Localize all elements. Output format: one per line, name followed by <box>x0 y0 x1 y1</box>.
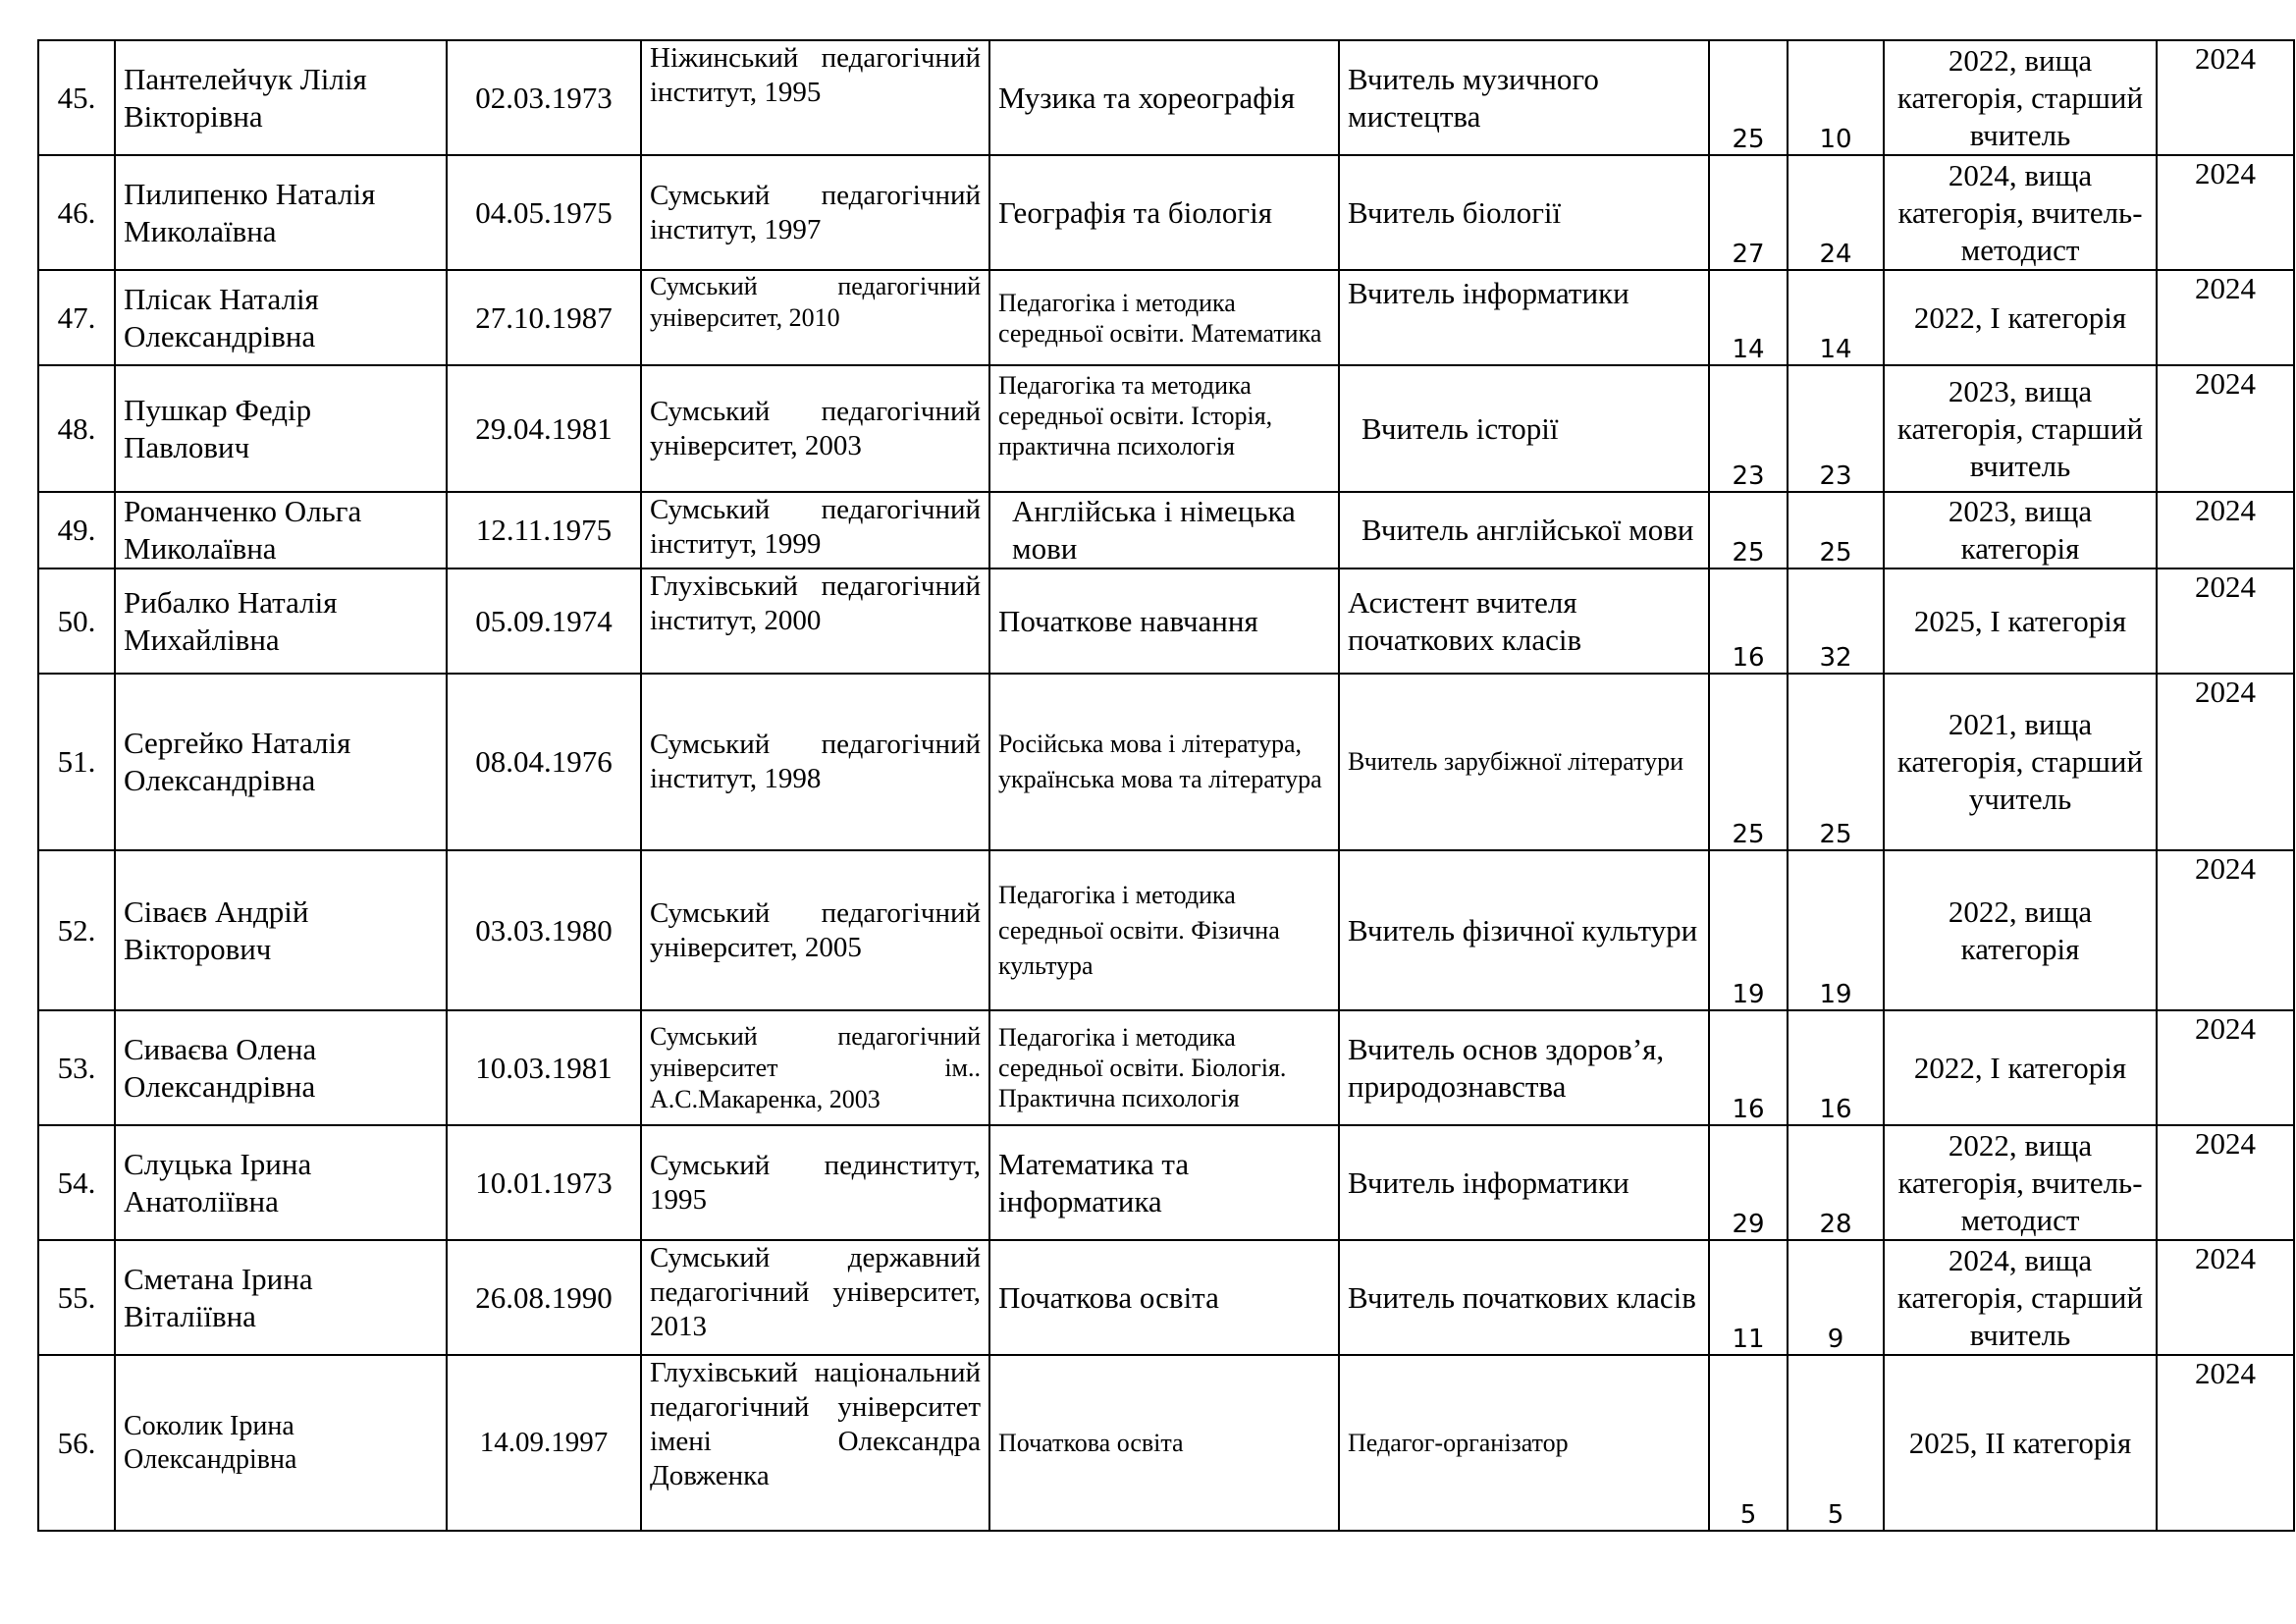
table-row <box>38 850 2294 1010</box>
total-experience: 25 <box>1709 674 1788 850</box>
specialty-cell: Педагогіка і методика середньої освіти. Математика <box>989 270 1339 365</box>
teacher-name: Сметана Ірина Віталіївна <box>115 1240 447 1355</box>
birth-date: 05.09.1974 <box>447 568 641 674</box>
pedagogical-experience: 25 <box>1788 492 1884 568</box>
attestation-cell: 2024, вища категорія, старший вчитель <box>1884 1240 2157 1355</box>
education-cell: Сумський педагогічний університет, 2005 <box>641 850 989 1010</box>
position-cell: Вчитель музичного мистецтва <box>1339 40 1709 155</box>
birth-date: 27.10.1987 <box>447 270 641 365</box>
position-cell: Вчитель біології <box>1339 155 1709 270</box>
course-year: 2024 <box>2157 850 2294 1010</box>
course-year: 2024 <box>2157 155 2294 270</box>
attestation-cell: 2022, вища категорія, вчитель-методист <box>1884 1125 2157 1240</box>
education-cell: Глухівський педагогічний інститут, 2000 <box>641 568 989 674</box>
birth-date: 02.03.1973 <box>447 40 641 155</box>
table-row <box>38 155 2294 270</box>
total-experience: 11 <box>1709 1240 1788 1355</box>
birth-date: 26.08.1990 <box>447 1240 641 1355</box>
attestation-cell: 2023, вища категорія, старший вчитель <box>1884 365 2157 492</box>
teacher-name: Пилипенко Наталія Миколаївна <box>115 155 447 270</box>
education-cell: Глухівський національний педагогічний університет імені Олександра Довженка <box>641 1355 989 1531</box>
course-year: 2024 <box>2157 674 2294 850</box>
education-cell: Сумський педагогічний університет ім.. А.С.Макаренка, 2003 <box>641 1010 989 1125</box>
attestation-cell: 2025, ІІ категорія <box>1884 1355 2157 1531</box>
table-row <box>38 674 2294 850</box>
position-cell: Педагог-організатор <box>1339 1355 1709 1531</box>
row-number: 45. <box>38 40 115 155</box>
row-number: 49. <box>38 492 115 568</box>
total-experience: 14 <box>1709 270 1788 365</box>
table-row <box>38 1125 2294 1240</box>
attestation-cell: 2023, вища категорія <box>1884 492 2157 568</box>
row-number: 54. <box>38 1125 115 1240</box>
education-cell: Сумський педагогічний інститут, 1997 <box>641 155 989 270</box>
specialty-cell: Музика та хореографія <box>989 40 1339 155</box>
teacher-name: Романченко Ольга Миколаївна <box>115 492 447 568</box>
table-row <box>38 40 2294 155</box>
course-year: 2024 <box>2157 1355 2294 1531</box>
total-experience: 27 <box>1709 155 1788 270</box>
education-cell: Сумський педагогічний університет, 2003 <box>641 365 989 492</box>
education-cell: Сумський педагогічний університет, 2010 <box>641 270 989 365</box>
row-number: 55. <box>38 1240 115 1355</box>
pedagogical-experience: 16 <box>1788 1010 1884 1125</box>
specialty-cell: Російська мова і література, українська мова та література <box>989 674 1339 850</box>
teacher-name: Пушкар Федір Павлович <box>115 365 447 492</box>
table-row <box>38 1010 2294 1125</box>
birth-date: 08.04.1976 <box>447 674 641 850</box>
specialty-cell: Педагогіка і методика середньої освіти. Біологія. Практична психологія <box>989 1010 1339 1125</box>
birth-date: 10.03.1981 <box>447 1010 641 1125</box>
attestation-cell: 2025, І категорія <box>1884 568 2157 674</box>
table-row <box>38 568 2294 674</box>
total-experience: 29 <box>1709 1125 1788 1240</box>
birth-date: 29.04.1981 <box>447 365 641 492</box>
position-cell: Вчитель основ здоров’я, природознавства <box>1339 1010 1709 1125</box>
education-cell: Сумський педагогічний інститут, 1999 <box>641 492 989 568</box>
teacher-name: Сіваєв Андрій Вікторович <box>115 850 447 1010</box>
education-cell: Сумський державний педагогічний університет, 2013 <box>641 1240 989 1355</box>
total-experience: 16 <box>1709 1010 1788 1125</box>
attestation-cell: 2022, вища категорія, старший вчитель <box>1884 40 2157 155</box>
staff-table <box>37 39 2295 1532</box>
teacher-name: Сергейко Наталія Олександрівна <box>115 674 447 850</box>
attestation-cell: 2022, І категорія <box>1884 270 2157 365</box>
total-experience: 25 <box>1709 40 1788 155</box>
pedagogical-experience: 32 <box>1788 568 1884 674</box>
course-year: 2024 <box>2157 1125 2294 1240</box>
row-number: 48. <box>38 365 115 492</box>
total-experience: 16 <box>1709 568 1788 674</box>
teacher-name: Пантелейчук Лілія Вікторівна <box>115 40 447 155</box>
teacher-name: Слуцька Ірина Анатоліївна <box>115 1125 447 1240</box>
total-experience: 5 <box>1709 1355 1788 1531</box>
total-experience: 19 <box>1709 850 1788 1010</box>
attestation-cell: 2022, І категорія <box>1884 1010 2157 1125</box>
course-year: 2024 <box>2157 270 2294 365</box>
row-number: 51. <box>38 674 115 850</box>
specialty-cell: Педагогіка та методика середньої освіти. Історія, практична психологія <box>989 365 1339 492</box>
specialty-cell: Педагогіка і методика середньої освіти. Фізична культура <box>989 850 1339 1010</box>
pedagogical-experience: 25 <box>1788 674 1884 850</box>
position-cell: Асистент вчителя початкових класів <box>1339 568 1709 674</box>
course-year: 2024 <box>2157 365 2294 492</box>
total-experience: 25 <box>1709 492 1788 568</box>
pedagogical-experience: 19 <box>1788 850 1884 1010</box>
education-cell: Сумський педагогічний інститут, 1998 <box>641 674 989 850</box>
teacher-name: Сиваєва Олена Олександрівна <box>115 1010 447 1125</box>
position-cell: Вчитель інформатики <box>1339 270 1709 365</box>
position-cell: Вчитель зарубіжної літератури <box>1339 674 1709 850</box>
attestation-cell: 2022, вища категорія <box>1884 850 2157 1010</box>
specialty-cell: Англійська і німецька мови <box>989 492 1339 568</box>
course-year: 2024 <box>2157 492 2294 568</box>
position-cell: Вчитель історії <box>1339 365 1709 492</box>
education-cell: Ніжинський педагогічний інститут, 1995 <box>641 40 989 155</box>
birth-date: 12.11.1975 <box>447 492 641 568</box>
teacher-name: Плісак Наталія Олександрівна <box>115 270 447 365</box>
table-row <box>38 492 2294 568</box>
birth-date: 03.03.1980 <box>447 850 641 1010</box>
attestation-cell: 2024, вища категорія, вчитель-методист <box>1884 155 2157 270</box>
row-number: 53. <box>38 1010 115 1125</box>
specialty-cell: Початкова освіта <box>989 1355 1339 1531</box>
course-year: 2024 <box>2157 1010 2294 1125</box>
pedagogical-experience: 23 <box>1788 365 1884 492</box>
course-year: 2024 <box>2157 1240 2294 1355</box>
birth-date: 04.05.1975 <box>447 155 641 270</box>
row-number: 46. <box>38 155 115 270</box>
specialty-cell: Математика та інформатика <box>989 1125 1339 1240</box>
table-row <box>38 1355 2294 1531</box>
education-cell: Сумський пединститут, 1995 <box>641 1125 989 1240</box>
total-experience: 23 <box>1709 365 1788 492</box>
position-cell: Вчитель інформатики <box>1339 1125 1709 1240</box>
specialty-cell: Початкова освіта <box>989 1240 1339 1355</box>
position-cell: Вчитель фізичної культури <box>1339 850 1709 1010</box>
pedagogical-experience: 10 <box>1788 40 1884 155</box>
position-cell: Вчитель англійської мови <box>1339 492 1709 568</box>
pedagogical-experience: 24 <box>1788 155 1884 270</box>
birth-date: 14.09.1997 <box>447 1355 641 1531</box>
specialty-cell: Географія та біологія <box>989 155 1339 270</box>
pedagogical-experience: 14 <box>1788 270 1884 365</box>
pedagogical-experience: 5 <box>1788 1355 1884 1531</box>
teacher-name: Соколик Ірина Олександрівна <box>115 1355 447 1531</box>
specialty-cell: Початкове навчання <box>989 568 1339 674</box>
course-year: 2024 <box>2157 568 2294 674</box>
pedagogical-experience: 9 <box>1788 1240 1884 1355</box>
table-row <box>38 270 2294 365</box>
pedagogical-experience: 28 <box>1788 1125 1884 1240</box>
birth-date: 10.01.1973 <box>447 1125 641 1240</box>
attestation-cell: 2021, вища категорія, старший учитель <box>1884 674 2157 850</box>
table-row <box>38 365 2294 492</box>
row-number: 56. <box>38 1355 115 1531</box>
row-number: 50. <box>38 568 115 674</box>
teacher-name: Рибалко Наталія Михайлівна <box>115 568 447 674</box>
row-number: 52. <box>38 850 115 1010</box>
row-number: 47. <box>38 270 115 365</box>
position-cell: Вчитель початкових класів <box>1339 1240 1709 1355</box>
table-row <box>38 1240 2294 1355</box>
course-year: 2024 <box>2157 40 2294 155</box>
